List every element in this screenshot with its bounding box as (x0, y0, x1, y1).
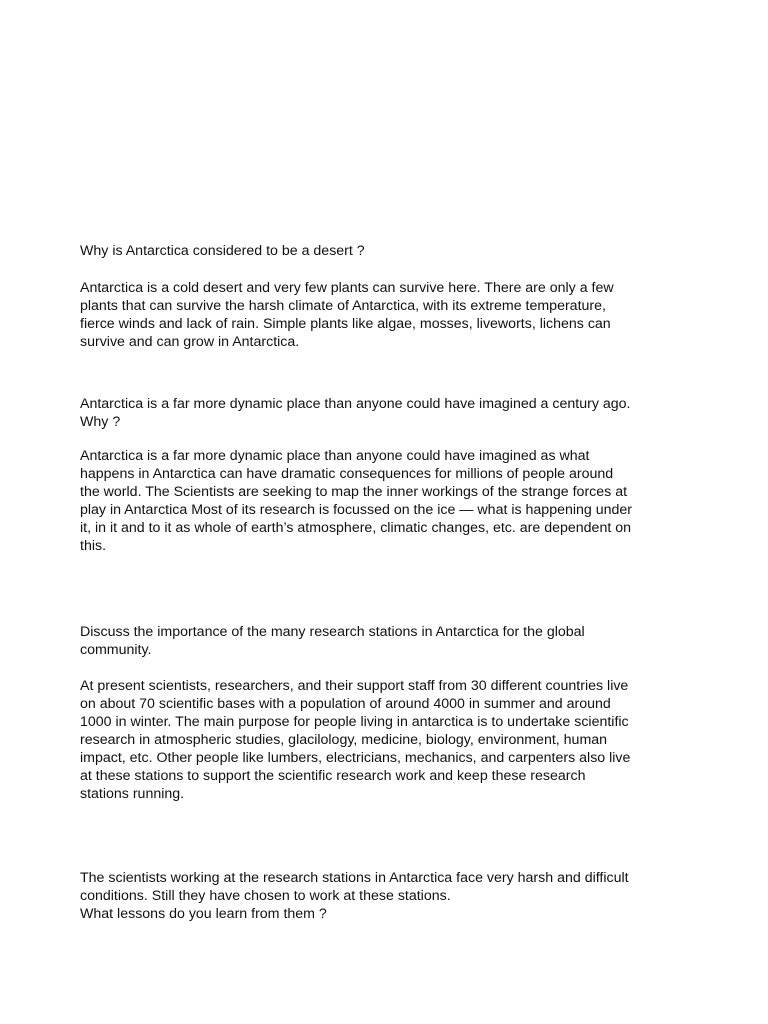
answer-3-line-3: 1000 in winter. The main purpose for people living in antarctica is to undertake scientific (80, 714, 629, 730)
question-3-line-1: Discuss the importance of the many research stations in Antarctica for the global (80, 624, 585, 640)
answer-2-line-6: this. (80, 538, 107, 554)
question-1-line-1: Why is Antarctica considered to be a desert ? (80, 243, 365, 259)
answer-2-line-3: the world. The Scientists are seeking to map the inner workings of the strange forces at (80, 484, 628, 500)
answer-3-line-6: at these stations to support the scientific research work and keep these research (80, 768, 586, 784)
question-3 (80, 623, 680, 659)
question-3-line-2: community. (80, 642, 152, 658)
answer-3-line-5: impact, etc. Other people like lumbers, electricians, mechanics, and carpenters also live (80, 750, 631, 766)
answer-2-line-1: Antarctica is a far more dynamic place than anyone could have imagined as what (80, 448, 590, 464)
question-2 (80, 395, 680, 431)
answer-3-line-7: stations running. (80, 786, 185, 802)
answer-3-line-2: on about 70 scientific bases with a population of around 4000 in summer and around (80, 696, 611, 712)
question-2-line-2: Why ? (80, 414, 121, 430)
answer-1-line-1: Antarctica is a cold desert and very few plants can survive here. There are only a few (80, 280, 614, 296)
question-4-line-1: The scientists working at the research stations in Antarctica face very harsh and difficult (80, 870, 629, 886)
answer-1-line-4: survive and can grow in Antarctica. (80, 334, 300, 350)
answer-2-line-2: happens in Antarctica can have dramatic consequences for millions of people around (80, 466, 614, 482)
answer-1-line-3: fierce winds and lack of rain. Simple plants like algae, mosses, liveworts, lichens can (80, 316, 611, 332)
answer-1-line-2: plants that can survive the harsh climate of Antarctica, with its extreme temperature, (80, 298, 606, 314)
question-2-line-1: Antarctica is a far more dynamic place than anyone could have imagined a century ago. (80, 396, 631, 412)
question-4-line-3: What lessons do you learn from them ? (80, 906, 327, 922)
question-4-line-2: conditions. Still they have chosen to work at these stations. (80, 888, 451, 904)
answer-2 (80, 447, 680, 555)
question-1 (80, 242, 680, 260)
answer-3-line-1: At present scientists, researchers, and their support staff from 30 different countries live (80, 678, 629, 694)
answer-2-line-4: play in Antarctica Most of its research is focussed on the ice — what is happening under (80, 502, 633, 518)
question-4 (80, 869, 680, 923)
answer-1 (80, 279, 680, 351)
answer-2-line-5: it, in it and to it as whole of earth’s atmosphere, climatic changes, etc. are dependent on (80, 520, 632, 536)
answer-3-line-4: research in atmospheric studies, glacilology, medicine, biology, environment, human (80, 732, 608, 748)
answer-3 (80, 677, 680, 803)
